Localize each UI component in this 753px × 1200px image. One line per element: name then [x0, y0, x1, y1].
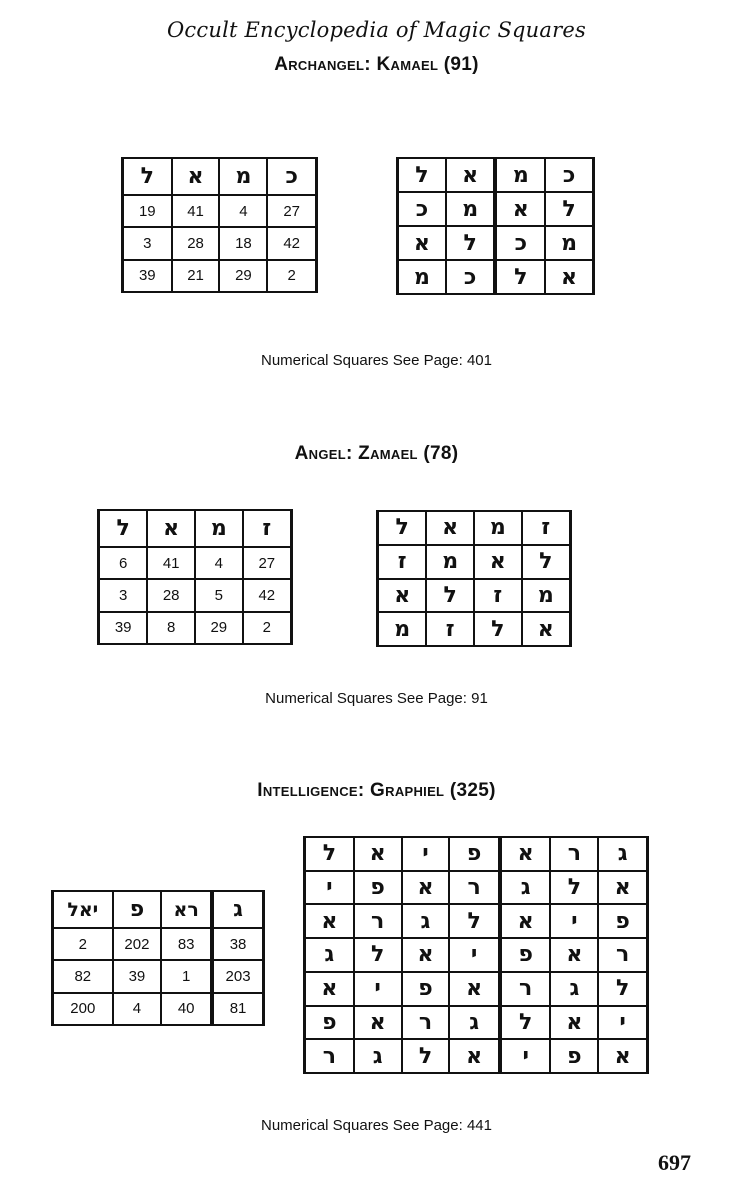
number-cell: 83 — [161, 928, 212, 960]
letter-cell: ר — [305, 1039, 354, 1073]
letter-cell: ל — [446, 226, 496, 260]
letter-cell: י — [305, 871, 354, 905]
number-cell: 3 — [99, 579, 148, 611]
header-cell: כ — [267, 158, 316, 195]
header-cell: ל — [123, 158, 172, 195]
letter-cell: ג — [305, 938, 354, 972]
letter-cell: א — [598, 1039, 647, 1073]
letter-cell: ר — [402, 1006, 450, 1040]
number-cell: 5 — [195, 579, 243, 611]
header-cell: ז — [243, 510, 292, 547]
letter-cell: א — [522, 612, 571, 646]
section-title-graphiel: Intelligence: Graphiel (325) — [257, 780, 496, 801]
letter-cell: מ — [545, 226, 593, 260]
letter-cell: ר — [598, 938, 647, 972]
letter-cell: ל — [545, 192, 593, 226]
section-title-zamael: Angel: Zamael (78) — [294, 443, 459, 464]
number-cell: 8 — [147, 612, 195, 644]
letter-cell: ז — [522, 511, 571, 545]
letter-cell: מ — [474, 511, 522, 545]
letter-square-graphiel — [303, 836, 649, 1074]
letter-cell: ל — [522, 545, 571, 579]
letter-cell: פ — [449, 837, 500, 871]
letter-cell: מ — [378, 612, 427, 646]
number-cell: 27 — [243, 547, 292, 579]
letter-cell: ל — [449, 904, 500, 938]
letter-cell: א — [378, 579, 427, 613]
number-cell: 3 — [123, 227, 172, 259]
letter-cell: א — [398, 226, 446, 260]
number-cell: 28 — [147, 579, 195, 611]
letter-cell: ר — [500, 972, 551, 1006]
letter-cell: פ — [354, 871, 402, 905]
running-head: Occult Encyclopedia of Magic Squares — [167, 18, 586, 42]
letter-cell: א — [598, 871, 647, 905]
header-cell: מ — [219, 158, 267, 195]
letter-cell: כ — [398, 192, 446, 226]
numeric-square-graphiel — [51, 890, 265, 1026]
letter-cell: א — [500, 837, 551, 871]
number-cell: 203 — [212, 960, 263, 992]
letter-cell: ז — [474, 579, 522, 613]
number-cell: 29 — [219, 260, 267, 292]
header-cell: פ — [113, 891, 162, 928]
letter-cell: ז — [426, 612, 474, 646]
letter-cell: ל — [354, 938, 402, 972]
number-cell: 38 — [212, 928, 263, 960]
letter-cell: א — [426, 511, 474, 545]
letter-cell: ר — [354, 904, 402, 938]
number-cell: 29 — [195, 612, 243, 644]
number-cell: 4 — [195, 547, 243, 579]
letter-cell: א — [550, 938, 598, 972]
number-cell: 39 — [113, 960, 162, 992]
see-page-note-graphiel: Numerical Squares See Page: 441 — [261, 1117, 492, 1134]
number-cell: 4 — [219, 195, 267, 227]
letter-cell: ג — [402, 904, 450, 938]
letter-cell: א — [354, 1006, 402, 1040]
numeric-square-kamael — [121, 157, 318, 293]
number-cell: 39 — [99, 612, 148, 644]
number-cell: 202 — [113, 928, 162, 960]
header-cell: א — [172, 158, 220, 195]
letter-cell: א — [402, 871, 450, 905]
letter-cell: א — [305, 904, 354, 938]
letter-cell: פ — [598, 904, 647, 938]
letter-cell: א — [402, 938, 450, 972]
letter-cell: פ — [402, 972, 450, 1006]
number-cell: 2 — [243, 612, 292, 644]
header-cell: א — [147, 510, 195, 547]
letter-cell: מ — [398, 260, 446, 294]
letter-cell: ר — [449, 871, 500, 905]
number-cell: 200 — [53, 993, 113, 1025]
letter-cell: א — [449, 972, 500, 1006]
letter-cell: ל — [305, 837, 354, 871]
header-cell: ג — [212, 891, 263, 928]
number-cell: 39 — [123, 260, 172, 292]
letter-cell: א — [354, 837, 402, 871]
number-cell: 42 — [243, 579, 292, 611]
letter-cell: י — [449, 938, 500, 972]
number-cell: 27 — [267, 195, 316, 227]
number-cell: 19 — [123, 195, 172, 227]
letter-cell: ל — [474, 612, 522, 646]
number-cell: 41 — [172, 195, 220, 227]
page-number: 697 — [658, 1150, 691, 1175]
letter-cell: ל — [402, 1039, 450, 1073]
letter-cell: א — [446, 158, 496, 192]
header-cell: ל — [99, 510, 148, 547]
letter-cell: ל — [550, 871, 598, 905]
letter-cell: ר — [550, 837, 598, 871]
number-cell: 42 — [267, 227, 316, 259]
number-cell: 41 — [147, 547, 195, 579]
number-cell: 18 — [219, 227, 267, 259]
letter-cell: ל — [398, 158, 446, 192]
letter-cell: כ — [545, 158, 593, 192]
letter-cell: י — [354, 972, 402, 1006]
letter-cell: ג — [550, 972, 598, 1006]
letter-cell: א — [550, 1006, 598, 1040]
see-page-note-zamael: Numerical Squares See Page: 91 — [265, 690, 488, 707]
letter-cell: ג — [598, 837, 647, 871]
letter-cell: ל — [500, 1006, 551, 1040]
letter-cell: א — [545, 260, 593, 294]
letter-cell: א — [449, 1039, 500, 1073]
letter-cell: ל — [378, 511, 427, 545]
section-title-kamael: Archangel: Kamael (91) — [274, 54, 479, 75]
letter-cell: פ — [550, 1039, 598, 1073]
letter-cell: ל — [495, 260, 545, 294]
letter-cell: פ — [500, 938, 551, 972]
number-cell: 2 — [53, 928, 113, 960]
numeric-square-zamael — [97, 509, 293, 645]
letter-cell: י — [402, 837, 450, 871]
letter-cell: א — [474, 545, 522, 579]
letter-cell: מ — [522, 579, 571, 613]
number-cell: 4 — [113, 993, 162, 1025]
letter-cell: י — [598, 1006, 647, 1040]
letter-cell: מ — [426, 545, 474, 579]
letter-cell: ג — [500, 871, 551, 905]
letter-cell: א — [500, 904, 551, 938]
letter-cell: כ — [495, 226, 545, 260]
letter-cell: ג — [449, 1006, 500, 1040]
number-cell: 81 — [212, 993, 263, 1025]
letter-cell: מ — [495, 158, 545, 192]
letter-cell: ז — [378, 545, 427, 579]
see-page-note-kamael: Numerical Squares See Page: 401 — [261, 352, 492, 369]
letter-cell: פ — [305, 1006, 354, 1040]
header-cell: יאל — [53, 891, 113, 928]
header-cell: רא — [161, 891, 212, 928]
number-cell: 6 — [99, 547, 148, 579]
header-cell: מ — [195, 510, 243, 547]
letter-cell: ל — [426, 579, 474, 613]
letter-cell: א — [305, 972, 354, 1006]
letter-cell: כ — [446, 260, 496, 294]
letter-cell: א — [495, 192, 545, 226]
letter-cell: י — [500, 1039, 551, 1073]
number-cell: 1 — [161, 960, 212, 992]
letter-cell: ל — [598, 972, 647, 1006]
number-cell: 40 — [161, 993, 212, 1025]
number-cell: 82 — [53, 960, 113, 992]
letter-cell: י — [550, 904, 598, 938]
letter-cell: ג — [354, 1039, 402, 1073]
letter-square-kamael — [396, 157, 595, 295]
number-cell: 2 — [267, 260, 316, 292]
letter-cell: מ — [446, 192, 496, 226]
letter-square-zamael — [376, 510, 572, 647]
number-cell: 28 — [172, 227, 220, 259]
number-cell: 21 — [172, 260, 220, 292]
